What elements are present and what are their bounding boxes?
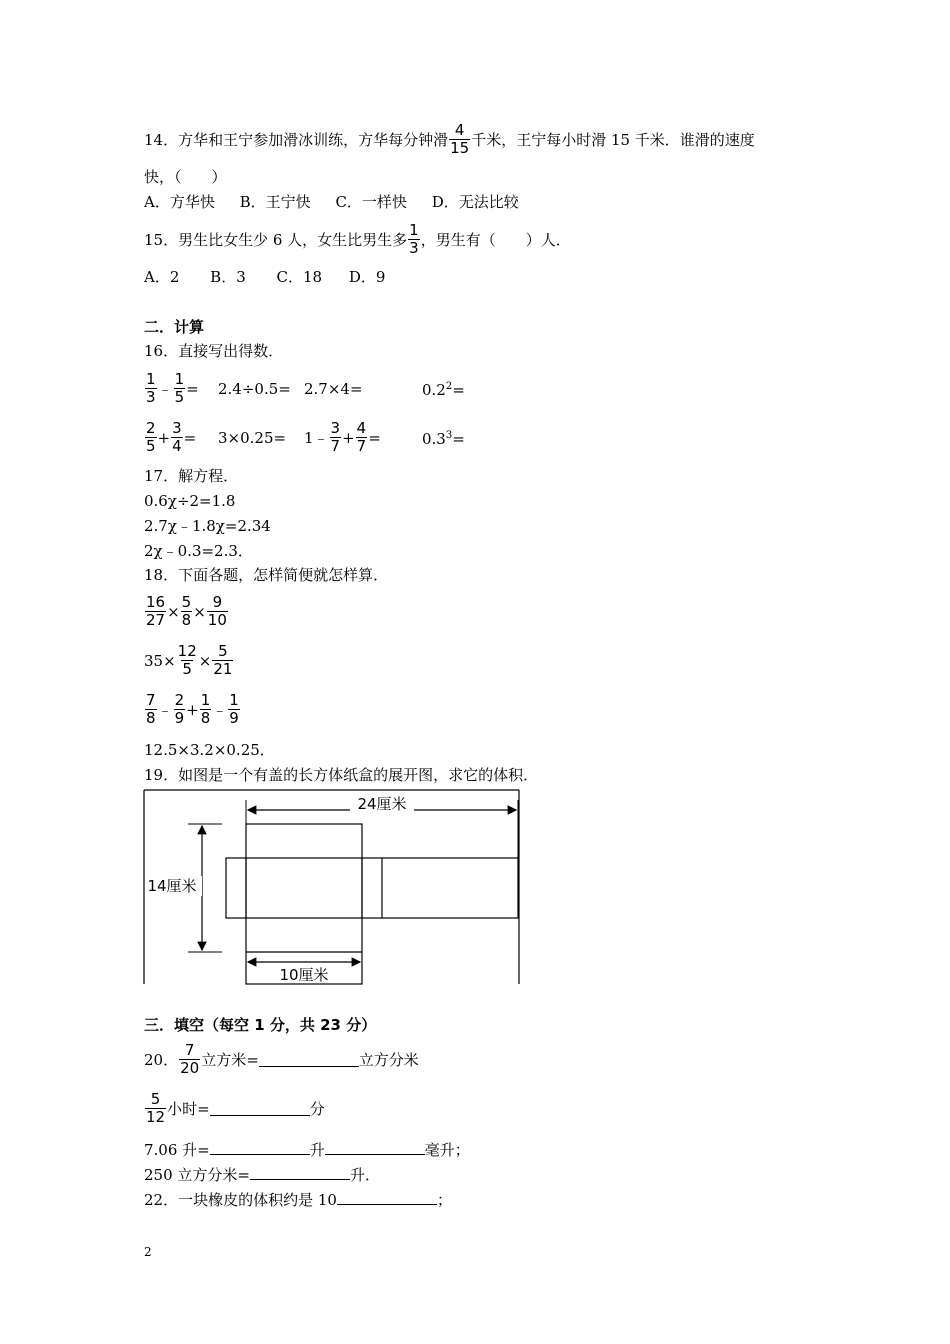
q20-unit1: 立方米= [201, 1050, 259, 1069]
q16-r2-op1: + [157, 428, 171, 447]
frac-den: 20 [180, 1059, 200, 1077]
q14-fraction [449, 122, 470, 157]
q20-number: 20． [144, 1050, 179, 1069]
base: 0.3 [422, 430, 446, 448]
q20-blank4[interactable] [325, 1140, 425, 1155]
frac-num: 16 [146, 593, 166, 611]
op: × [193, 602, 206, 621]
frac-num: 12 [177, 642, 197, 660]
q16-title: 16．直接写出得数． [144, 342, 284, 360]
q18-r1-frac2 [181, 594, 193, 629]
op: + [186, 700, 199, 719]
expr3-op: + [342, 428, 355, 447]
q14-line1 [144, 122, 755, 157]
q20-line1 [144, 1042, 419, 1077]
q14-option-b: B．王宁快 [239, 193, 311, 211]
frac-den: 8 [200, 709, 211, 727]
q16-r2-eq1: = [183, 428, 197, 447]
q20-unit2: 小时= [167, 1099, 210, 1118]
q17-eq2: 2.7χ﹣1.8χ=2.34 [144, 517, 271, 535]
section3-title: 三．填空（每空 1 分，共 23 分） [144, 1016, 377, 1034]
frac-num: 5 [181, 593, 192, 611]
frac-num: 1 [229, 691, 239, 709]
frac-num: 5 [150, 1090, 161, 1108]
q16-row2 [144, 419, 465, 455]
q20-blank2[interactable] [210, 1101, 310, 1116]
q14-line2: 快，（ ） [144, 168, 227, 186]
frac-den: 10 [207, 611, 227, 629]
q20-line3 [144, 1140, 470, 1160]
frac-den: 8 [181, 611, 192, 629]
frac-den: 15 [450, 139, 470, 157]
expr3-eq: = [368, 428, 381, 447]
q15-fraction [408, 222, 420, 257]
q15-text-b: ，男生有（ ）人． [420, 230, 571, 249]
frac-num: 1 [174, 370, 185, 388]
q15-text-a: 15．男生比女生少 6 人，女生比男生多 [144, 230, 408, 249]
q20-blank5[interactable] [250, 1165, 350, 1180]
q22-text-b: ； [436, 1191, 452, 1209]
label-14cm: 14厘米 [147, 877, 197, 895]
q16-r1-expr3: 2.7×4= [304, 379, 363, 398]
equals: = [452, 430, 465, 448]
op: × [167, 602, 180, 621]
base: 0.2 [422, 381, 446, 399]
net-middle-band [226, 858, 518, 918]
frac-den: 27 [146, 611, 166, 629]
q15-option-a: A．2 [144, 268, 180, 286]
q18-r4: 12.5×3.2×0.25． [144, 741, 275, 759]
q20-blank1[interactable] [259, 1052, 359, 1067]
pre: 35× [144, 651, 176, 670]
frac-den: 5 [182, 660, 192, 678]
q20-frac1 [179, 1042, 200, 1077]
op: × [198, 651, 212, 670]
q16-r2-expr2: 3×0.25= [218, 428, 287, 447]
frac-num: 2 [146, 419, 156, 437]
frac-num: 7 [184, 1041, 195, 1059]
q18-r2 [144, 643, 234, 678]
op: ﹣ [157, 700, 173, 719]
q15-option-c: C．18 [276, 268, 323, 286]
q16-r2-frac1 [145, 420, 157, 455]
frac-num: 3 [330, 419, 341, 437]
q18-r2-frac2 [212, 643, 233, 678]
frac-den: 7 [356, 437, 367, 455]
q20-l4-text-b: 升． [349, 1166, 380, 1184]
frac-den: 8 [146, 709, 156, 727]
frac-num: 1 [409, 221, 419, 239]
frac-num: 2 [174, 691, 185, 709]
q14-text-a: 14．方华和王宁参加滑冰训练，方华每分钟滑 [144, 130, 449, 149]
q22-line [144, 1190, 452, 1210]
frac-den: 7 [330, 437, 341, 455]
q16-r1-frac1 [145, 371, 157, 406]
q20-blank3[interactable] [210, 1140, 310, 1155]
q17-eq1: 0.6χ÷2=1.8 [144, 492, 236, 510]
q15-options [144, 267, 385, 287]
q14-option-a: A．方华快 [144, 193, 215, 211]
frac-num: 5 [218, 642, 228, 660]
q18-r1-frac1 [145, 594, 166, 629]
q20-l3-text-b: 升 [309, 1141, 325, 1159]
q18-r1-frac3 [207, 594, 228, 629]
q16-r1-eq1: = [186, 379, 199, 398]
exponent: 2 [445, 381, 453, 392]
q20-frac2 [145, 1091, 166, 1126]
q20-l3-text-c: 毫升； [424, 1141, 470, 1159]
q16-r1-frac2 [174, 371, 186, 406]
q16-r2-frac4 [356, 420, 368, 455]
frac-den: 12 [146, 1108, 166, 1126]
q18-r3 [144, 692, 241, 727]
frac-den: 4 [172, 437, 182, 455]
section2-title: 二．计算 [144, 318, 205, 336]
q20-l3-text-a: 7.06 升= [144, 1141, 210, 1159]
q15-option-d: D．9 [348, 268, 386, 286]
q18-r3-frac1 [145, 692, 157, 727]
frac-num: 3 [172, 419, 182, 437]
q18-r3-frac3 [200, 692, 212, 727]
q20-l4-text-a: 250 立方分米= [144, 1166, 250, 1184]
frac-den: 3 [409, 239, 419, 257]
label-24cm: 24厘米 [357, 795, 407, 813]
label-10cm: 10厘米 [279, 966, 329, 984]
equals: = [452, 381, 465, 399]
q19-title: 19．如图是一个有盖的长方体纸盒的展开图，求它的体积． [144, 766, 539, 784]
frac-num: 1 [200, 691, 211, 709]
q16-r2-expr4 [422, 426, 465, 449]
q14-option-c: C．一样快 [335, 193, 407, 211]
q20-unit1b: 立方分米 [358, 1050, 419, 1069]
q16-r1-expr4 [422, 377, 465, 400]
q16-r2-frac3 [330, 420, 342, 455]
frac-num: 4 [454, 121, 465, 139]
exponent: 3 [445, 430, 453, 441]
q15-option-b: B．3 [210, 268, 246, 286]
q14-text-b: 千米，王宁每小时滑 15 千米．谁滑的速度 [471, 130, 755, 149]
page-number: 2 [144, 1245, 152, 1259]
q16-r2-frac2 [171, 420, 183, 455]
q17-eq3: 2χ﹣0.3=2.3． [144, 542, 253, 560]
q18-title: 18．下面各题，怎样简便就怎样算． [144, 566, 389, 584]
q18-r2-frac1 [177, 643, 198, 678]
frac-den: 21 [213, 660, 233, 678]
q15-line [144, 222, 571, 257]
q16-r2-expr3 [304, 420, 381, 455]
frac-den: 9 [174, 709, 185, 727]
q17-title: 17．解方程． [144, 467, 239, 485]
frac-num: 4 [356, 419, 367, 437]
op: ﹣ [212, 700, 228, 719]
q16-r1-expr2: 2.4÷0.5= [218, 379, 291, 398]
q14-options [144, 192, 519, 212]
expr3-pre: 1﹣ [304, 428, 329, 447]
net-center-column [246, 824, 362, 984]
q20-unit2b: 分 [309, 1099, 325, 1118]
frac-den: 5 [146, 437, 156, 455]
q20-line2 [144, 1091, 325, 1126]
frac-num: 1 [146, 370, 156, 388]
frac-den: 3 [146, 388, 156, 406]
q22-blank[interactable] [337, 1190, 437, 1205]
frac-den: 9 [229, 709, 239, 727]
q19-net-diagram [140, 786, 525, 986]
frac-den: 5 [174, 388, 185, 406]
frac-num: 7 [146, 691, 156, 709]
q18-r3-frac2 [174, 692, 186, 727]
q18-r1 [144, 594, 229, 629]
q22-text-a: 22．一块橡皮的体积约是 10 [144, 1191, 337, 1209]
q20-line4 [144, 1165, 380, 1185]
q16-row1 [144, 370, 465, 406]
frac-num: 9 [212, 593, 223, 611]
q14-option-d: D．无法比较 [431, 193, 519, 211]
q16-r1-op1: ﹣ [157, 379, 173, 398]
q18-r3-frac4 [228, 692, 240, 727]
